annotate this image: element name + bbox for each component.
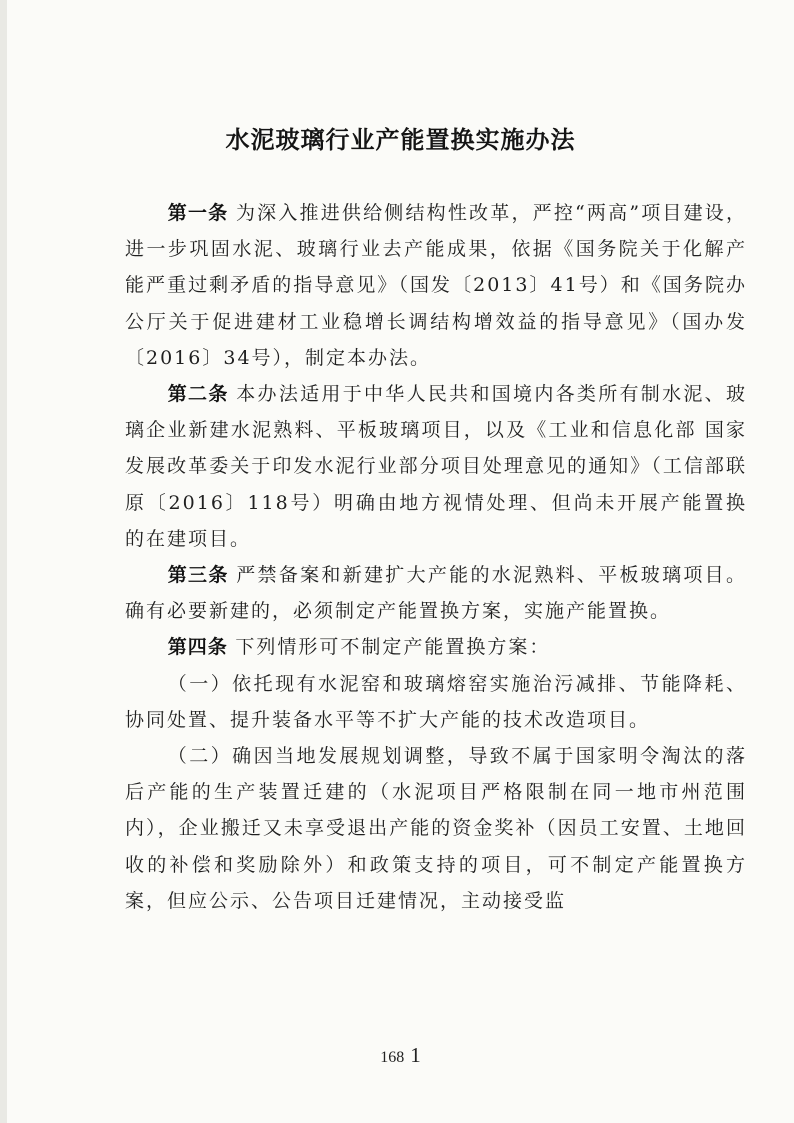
document-page-number: 1 — [410, 1043, 421, 1067]
article-1 — [125, 195, 747, 376]
item-text: （二）确因当地发展规划调整，导致不属于国家明令淘汰的落后产能的生产装置迁建的（水泥项目严格限制在同一地市州范围内），企业搬迁又未享受退出产能的资金奖补（因员工安置、土地回收的补偿和奖励除外）和政策支持的项目，可不制定产能置换方案，但应公示、公告项目迁建情况，主动接受监 — [125, 745, 747, 912]
article-label: 第四条 — [167, 636, 228, 659]
document-body — [125, 195, 747, 919]
article-4-item-2 — [125, 738, 747, 919]
article-label: 第二条 — [167, 383, 229, 406]
article-4 — [125, 629, 747, 665]
article-label: 第三条 — [167, 564, 229, 587]
article-text: 为深入推进供给侧结构性改革，严控“两高”项目建设，进一步巩固水泥、玻璃行业去产能成果，依据《国务院关于化解产能严重过剩矛盾的指导意见》（国发〔2013〕41号）和《国务院办公厅关于促进建材工业稳增长调结构增效益的指导意见》（国办发〔2016〕34号），制定本办法。 — [125, 202, 747, 369]
article-4-item-1 — [125, 666, 747, 738]
article-label: 第一条 — [167, 202, 229, 224]
article-3 — [125, 557, 747, 629]
document-title: 水泥玻璃行业产能置换实施办法 — [225, 125, 576, 154]
article-text: 下列情形可不制定产能置换方案： — [235, 636, 551, 659]
page-number — [7, 1043, 794, 1068]
article-text: 本办法适用于中华人民共和国境内各类所有制水泥、玻璃企业新建水泥熟料、平板玻璃项目，以及《工业和信息化部 国家发展改革委关于印发水泥行业部分项目处理意见的通知》（工信部联原〔2016〕118号）明确由地方视情处理、但尚未开展产能置换的在建项目。 — [125, 383, 747, 550]
item-text: （一）依托现有水泥窑和玻璃熔窑实施治污减排、节能降耗、协同处置、提升装备水平等不扩大产能的技术改造项目。 — [125, 672, 747, 731]
book-page-number: 168 — [380, 1049, 405, 1066]
article-2 — [125, 376, 747, 557]
article-text: 严禁备案和新建扩大产能的水泥熟料、平板玻璃项目。确有必要新建的，必须制定产能置换方案，实施产能置换。 — [125, 564, 747, 623]
